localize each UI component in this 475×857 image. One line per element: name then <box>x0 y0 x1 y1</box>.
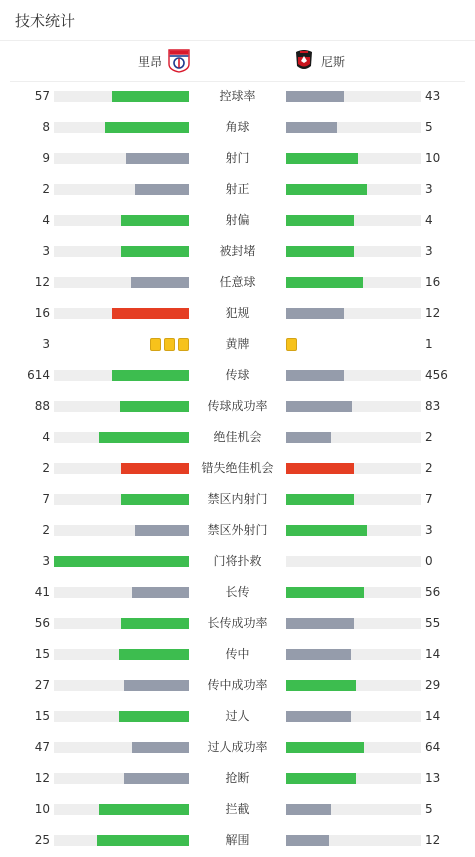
home-bar-fill <box>124 680 189 691</box>
home-yellow-cards <box>150 338 189 351</box>
home-bar-fill <box>112 370 189 381</box>
away-bar-track <box>286 308 421 319</box>
away-bar-fill <box>286 804 331 815</box>
home-bar-fill <box>99 432 189 443</box>
away-bar-track <box>286 742 421 753</box>
home-value: 47 <box>34 740 50 754</box>
away-bar-track <box>286 215 421 226</box>
away-value: 83 <box>425 399 441 413</box>
stat-label: 控球率 <box>219 89 256 103</box>
stat-row <box>0 267 475 298</box>
stat-label: 被封堵 <box>219 244 256 258</box>
home-team[interactable] <box>138 49 190 73</box>
stat-row <box>0 670 475 701</box>
home-bar-fill <box>119 649 189 660</box>
stat-label: 禁区外射门 <box>207 523 268 537</box>
away-value: 1 <box>425 337 433 351</box>
stat-row <box>0 205 475 236</box>
home-bar-fill <box>121 246 189 257</box>
home-bar-fill <box>121 215 189 226</box>
home-bar-fill <box>121 494 189 505</box>
home-bar-fill <box>112 308 189 319</box>
home-value: 3 <box>42 337 50 351</box>
away-value: 2 <box>425 430 433 444</box>
stat-row <box>0 639 475 670</box>
stat-row <box>0 825 475 856</box>
stat-label: 传中成功率 <box>207 678 268 692</box>
away-bar-fill <box>286 91 344 102</box>
stat-label: 过人成功率 <box>207 740 268 754</box>
away-bar-track <box>286 246 421 257</box>
home-value: 15 <box>34 647 50 661</box>
away-value: 55 <box>425 616 441 630</box>
home-value: 9 <box>42 151 50 165</box>
home-value: 88 <box>34 399 50 413</box>
home-bar-track <box>54 556 189 567</box>
stat-label: 过人 <box>225 709 250 723</box>
home-bar-track <box>54 742 189 753</box>
home-bar-track <box>54 91 189 102</box>
away-bar-fill <box>286 618 354 629</box>
away-bar-track <box>286 277 421 288</box>
stat-row <box>0 515 475 546</box>
away-value: 14 <box>425 709 441 723</box>
away-bar-fill <box>286 277 363 288</box>
home-value: 4 <box>42 430 50 444</box>
home-bar-track <box>54 587 189 598</box>
away-team-name: 尼斯 <box>321 54 346 69</box>
home-bar-fill <box>119 711 189 722</box>
away-bar-fill <box>286 773 356 784</box>
stat-label: 长传成功率 <box>207 616 268 630</box>
home-bar-fill <box>121 618 189 629</box>
home-bar-track <box>54 835 189 846</box>
stat-label: 传球 <box>225 368 250 382</box>
stat-label: 任意球 <box>219 275 256 289</box>
stat-label: 射门 <box>225 151 250 165</box>
home-bar-track <box>54 432 189 443</box>
stat-row <box>0 608 475 639</box>
home-bar-track <box>54 370 189 381</box>
home-value: 10 <box>34 802 50 816</box>
away-value: 14 <box>425 647 441 661</box>
away-bar-fill <box>286 153 358 164</box>
stat-row <box>0 577 475 608</box>
stat-row <box>0 236 475 267</box>
stat-row <box>0 453 475 484</box>
away-bar-fill <box>286 463 354 474</box>
away-bar-fill <box>286 587 364 598</box>
away-bar-fill <box>286 370 344 381</box>
away-bar-track <box>286 649 421 660</box>
yellow-card-icon <box>164 338 175 351</box>
home-bar-fill <box>99 804 189 815</box>
home-bar-track <box>54 277 189 288</box>
home-value: 12 <box>34 771 50 785</box>
home-bar-track <box>54 525 189 536</box>
away-bar-fill <box>286 525 367 536</box>
home-bar-fill <box>112 91 189 102</box>
stat-label: 黄牌 <box>225 337 250 351</box>
stat-row <box>0 546 475 577</box>
home-bar-track <box>54 618 189 629</box>
away-bar-fill <box>286 432 331 443</box>
home-value: 3 <box>42 244 50 258</box>
home-value: 2 <box>42 523 50 537</box>
away-bar-track <box>286 587 421 598</box>
away-bar-fill <box>286 835 329 846</box>
stat-label: 解围 <box>225 833 250 847</box>
away-bar-fill <box>286 184 367 195</box>
stat-row <box>0 112 475 143</box>
away-bar-track <box>286 711 421 722</box>
away-bar-track <box>286 680 421 691</box>
stat-label: 长传 <box>225 585 250 599</box>
home-bar-fill <box>131 277 189 288</box>
stat-label: 犯规 <box>225 306 250 320</box>
home-bar-fill <box>120 401 189 412</box>
home-bar-track <box>54 494 189 505</box>
stat-row <box>0 329 475 360</box>
away-team[interactable] <box>293 49 345 73</box>
home-value: 2 <box>42 461 50 475</box>
stat-label: 门将扑救 <box>213 554 262 568</box>
away-bar-fill <box>286 649 351 660</box>
home-value: 56 <box>34 616 50 630</box>
lyon-crest-icon <box>168 49 190 73</box>
stat-row <box>0 794 475 825</box>
away-bar-track <box>286 525 421 536</box>
away-value: 7 <box>425 492 433 506</box>
away-value: 12 <box>425 306 441 320</box>
away-value: 56 <box>425 585 441 599</box>
away-value: 5 <box>425 802 433 816</box>
home-value: 8 <box>42 120 50 134</box>
away-bar-fill <box>286 680 356 691</box>
stat-row <box>0 732 475 763</box>
away-bar-track <box>286 835 421 846</box>
away-value: 12 <box>425 833 441 847</box>
page-title: 技术统计 <box>15 12 76 30</box>
away-bar-track <box>286 432 421 443</box>
away-bar-track <box>286 773 421 784</box>
home-value: 12 <box>34 275 50 289</box>
stat-label: 抢断 <box>225 771 250 785</box>
yellow-card-icon <box>286 338 297 351</box>
teams-bar <box>10 41 465 82</box>
home-bar-fill <box>105 122 189 133</box>
yellow-card-icon <box>178 338 189 351</box>
away-bar-track <box>286 401 421 412</box>
home-bar-fill <box>54 556 189 567</box>
away-value: 0 <box>425 554 433 568</box>
away-value: 13 <box>425 771 441 785</box>
stat-row <box>0 81 475 112</box>
stat-label: 禁区内射门 <box>207 492 268 506</box>
home-bar-fill <box>97 835 189 846</box>
home-bar-track <box>54 215 189 226</box>
away-value: 10 <box>425 151 441 165</box>
away-bar-fill <box>286 308 344 319</box>
away-value: 3 <box>425 523 433 537</box>
home-bar-fill <box>135 184 189 195</box>
away-bar-fill <box>286 246 354 257</box>
away-value: 43 <box>425 89 441 103</box>
home-bar-track <box>54 804 189 815</box>
away-bar-fill <box>286 215 354 226</box>
away-bar-fill <box>286 711 351 722</box>
stat-label: 传球成功率 <box>207 399 268 413</box>
stat-label: 传中 <box>225 647 250 661</box>
home-value: 27 <box>34 678 50 692</box>
stat-label: 拦截 <box>225 802 250 816</box>
away-bar-track <box>286 91 421 102</box>
away-bar-fill <box>286 494 354 505</box>
away-value: 29 <box>425 678 441 692</box>
home-value: 3 <box>42 554 50 568</box>
away-bar-track <box>286 153 421 164</box>
stat-row <box>0 422 475 453</box>
stat-label: 错失绝佳机会 <box>201 461 274 475</box>
home-bar-track <box>54 773 189 784</box>
stat-label: 绝佳机会 <box>213 430 262 444</box>
home-value: 57 <box>34 89 50 103</box>
away-bar-fill <box>286 742 364 753</box>
home-bar-track <box>54 711 189 722</box>
home-value: 25 <box>34 833 50 847</box>
home-bar-track <box>54 649 189 660</box>
away-value: 5 <box>425 120 433 134</box>
home-value: 41 <box>34 585 50 599</box>
nice-crest-icon <box>293 49 315 73</box>
home-value: 7 <box>42 492 50 506</box>
home-team-name: 里昂 <box>137 54 162 69</box>
away-yellow-cards <box>286 338 297 351</box>
away-value: 2 <box>425 461 433 475</box>
away-bar-fill <box>286 122 337 133</box>
home-bar-track <box>54 122 189 133</box>
stat-row <box>0 143 475 174</box>
away-bar-track <box>286 494 421 505</box>
stat-row <box>0 701 475 732</box>
away-value: 16 <box>425 275 441 289</box>
home-bar-fill <box>124 773 189 784</box>
away-bar-track <box>286 122 421 133</box>
home-value: 15 <box>34 709 50 723</box>
home-value: 4 <box>42 213 50 227</box>
away-bar-track <box>286 804 421 815</box>
home-bar-fill <box>121 463 189 474</box>
away-bar-track <box>286 556 421 567</box>
stat-label: 射偏 <box>225 213 250 227</box>
stat-row <box>0 298 475 329</box>
home-bar-fill <box>135 525 189 536</box>
away-value: 456 <box>425 368 448 382</box>
home-value: 16 <box>34 306 50 320</box>
stat-row <box>0 391 475 422</box>
stat-row <box>0 360 475 391</box>
away-bar-track <box>286 463 421 474</box>
home-bar-track <box>54 401 189 412</box>
home-bar-fill <box>132 587 189 598</box>
home-bar-track <box>54 463 189 474</box>
away-bar-fill <box>286 401 352 412</box>
away-value: 3 <box>425 244 433 258</box>
home-bar-track <box>54 308 189 319</box>
home-value: 614 <box>27 368 50 382</box>
away-bar-track <box>286 184 421 195</box>
stats-header <box>0 0 475 41</box>
home-bar-track <box>54 184 189 195</box>
away-value: 64 <box>425 740 441 754</box>
stat-row <box>0 174 475 205</box>
home-bar-track <box>54 680 189 691</box>
away-value: 4 <box>425 213 433 227</box>
yellow-card-icon <box>150 338 161 351</box>
home-bar-track <box>54 246 189 257</box>
away-bar-track <box>286 618 421 629</box>
away-value: 3 <box>425 182 433 196</box>
stat-label: 角球 <box>225 120 250 134</box>
home-value: 2 <box>42 182 50 196</box>
stat-label: 射正 <box>225 182 250 196</box>
home-bar-fill <box>126 153 189 164</box>
home-bar-track <box>54 153 189 164</box>
home-bar-fill <box>132 742 189 753</box>
stat-row <box>0 763 475 794</box>
stat-row <box>0 484 475 515</box>
away-bar-track <box>286 370 421 381</box>
